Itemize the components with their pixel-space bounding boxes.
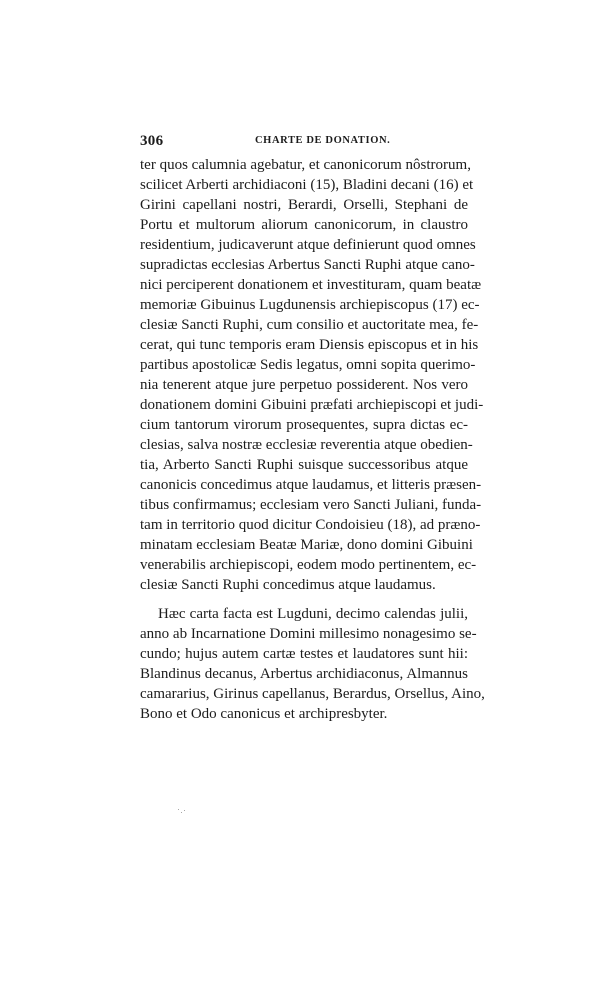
paragraph-dating-clause xyxy=(140,604,485,724)
text-line: venerabilis archiepiscopi, eodem modo pertinentem, ec- xyxy=(140,557,477,573)
page-number: 306 xyxy=(140,133,164,149)
text-line: partibus apostolicæ Sedis legatus, omni sopita querimo- xyxy=(140,357,476,373)
text-line: anno ab Incarnatione Domini millesimo nonagesimo se- xyxy=(140,626,477,642)
text-line: Hæc carta facta est Lugduni, decimo calendas julii, xyxy=(158,606,468,622)
text-line: canonicis concedimus atque laudamus, et litteris præsen- xyxy=(140,477,482,493)
text-line: Portu et multorum aliorum canonicorum, in claustro xyxy=(140,217,468,233)
text-line: nia tenerent atque jure perpetuo possiderent. Nos vero xyxy=(140,377,468,393)
text-line: nici perciperent donationem et investituram, quam beatæ xyxy=(140,277,482,293)
running-title: CHARTE DE DONATION. xyxy=(255,135,391,146)
running-head xyxy=(140,133,468,151)
text-line: Bono et Odo canonicus et archipresbyter. xyxy=(140,706,388,722)
text-line: clesiæ Sancti Ruphi concedimus atque laudamus. xyxy=(140,577,436,593)
paragraph-charter-text xyxy=(140,155,484,595)
text-line: camararius, Girinus capellanus, Berardus, Orsellus, Aino, xyxy=(140,686,485,702)
paper-speck xyxy=(178,808,188,814)
text-line: tam in territorio quod dicitur Condoisieu (18), ad præno- xyxy=(140,517,481,533)
text-line: memoriæ Gibuinus Lugdunensis archiepiscopus (17) ec- xyxy=(140,297,480,313)
text-line: tia, Arberto Sancti Ruphi suisque successoribus atque xyxy=(140,457,468,473)
text-line: ter quos calumnia agebatur, et canonicorum nôstrorum, xyxy=(140,157,471,173)
text-line: donationem domini Gibuini præfati archiepiscopi et judi- xyxy=(140,397,484,413)
text-line: scilicet Arberti archidiaconi (15), Bladini decani (16) et xyxy=(140,177,474,193)
text-line: minatam ecclesiam Beatæ Mariæ, dono domini Gibuini xyxy=(140,537,473,553)
body-text xyxy=(140,155,485,724)
text-line: residentium, judicaverunt atque definierunt quod omnes xyxy=(140,237,476,253)
text-line: cium tantorum virorum prosequentes, supra dictas ec- xyxy=(140,417,468,433)
text-line: cerat, qui tunc temporis eram Diensis episcopus et in his xyxy=(140,337,479,353)
text-line: supradictas ecclesias Arbertus Sancti Ruphi atque cano- xyxy=(140,257,475,273)
text-line: Blandinus decanus, Arbertus archidiaconus, Almannus xyxy=(140,666,468,682)
text-line: tibus confirmamus; ecclesiam vero Sancti Juliani, funda- xyxy=(140,497,482,513)
text-line: clesiæ Sancti Ruphi, cum consilio et auctoritate mea, fe- xyxy=(140,317,479,333)
paragraph-gap xyxy=(140,595,468,604)
text-line: cundo; hujus autem cartæ testes et laudatores sunt hii: xyxy=(140,646,468,662)
text-line: clesias, salva nostræ ecclesiæ reverentia atque obedien- xyxy=(140,437,473,453)
text-line: Girini capellani nostri, Berardi, Orselli, Stephani de xyxy=(140,197,468,213)
